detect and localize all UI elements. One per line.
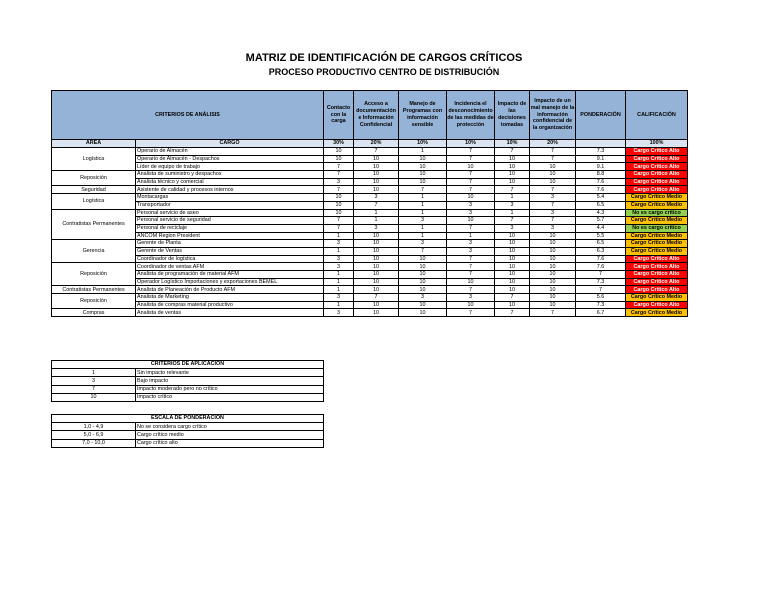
- score-cell: 10: [354, 247, 399, 255]
- score-cell: 10: [495, 171, 530, 179]
- cargo-cell: Analista de compras material productivo: [136, 301, 324, 309]
- score-cell: 7: [447, 186, 495, 194]
- table-row: [52, 309, 688, 317]
- criterios-header: CRITERIOS DE ANÁLISIS: [52, 91, 324, 140]
- score-cell: 7: [324, 186, 354, 194]
- weight-3: 10%: [399, 140, 447, 148]
- score-cell: 10: [530, 240, 576, 248]
- calificacion-badge: Cargo Crítico Medio: [626, 294, 688, 302]
- score-cell: 10: [399, 263, 447, 271]
- ponderacion-cell: 7.3: [576, 148, 626, 156]
- legend-key: 7: [52, 385, 136, 393]
- legend-key: 1,0 - 4,9: [52, 423, 136, 431]
- score-cell: 7: [495, 309, 530, 317]
- page-title: MATRIZ DE IDENTIFICACIÓN DE CARGOS CRÍTICOS: [245, 52, 523, 64]
- score-cell: 10: [495, 278, 530, 286]
- score-cell: 10: [495, 286, 530, 294]
- table-row: [52, 186, 688, 194]
- score-cell: 10: [354, 255, 399, 263]
- cargo-cell: Personal servicio de seguridad: [136, 217, 324, 225]
- escala-ponderacion-table: [51, 414, 324, 448]
- score-cell: 10: [354, 309, 399, 317]
- ponderacion-cell: 9.1: [576, 163, 626, 171]
- score-cell: 1: [324, 301, 354, 309]
- cargo-cell: Operador Logístico Importaciones y exportaciones BEMEL: [136, 278, 324, 286]
- calificacion-badge: Cargo Crítico Medio: [626, 309, 688, 317]
- score-cell: 7: [447, 286, 495, 294]
- score-cell: 7: [495, 217, 530, 225]
- table-row: [52, 271, 688, 279]
- ponderacion-cell: 7.6: [576, 263, 626, 271]
- score-cell: 3: [324, 255, 354, 263]
- calificacion-badge: Cargo Crítico Alto: [626, 178, 688, 186]
- score-cell: 7: [530, 155, 576, 163]
- score-cell: 10: [447, 194, 495, 202]
- legend-value: Sin impacto relevante: [136, 369, 324, 377]
- score-cell: 7: [530, 148, 576, 156]
- score-cell: 3: [354, 194, 399, 202]
- page-subtitle: PROCESO PRODUCTIVO CENTRO DE DISTRIBUCIÓN: [268, 67, 500, 77]
- score-cell: 10: [530, 171, 576, 179]
- score-cell: 7: [530, 186, 576, 194]
- cargo-cell: Analista de ventas: [136, 309, 324, 317]
- area-cell: Logística: [52, 148, 136, 171]
- area-cell: Compras: [52, 309, 136, 317]
- table-row: [52, 209, 688, 217]
- ponderacion-cell: 4.4: [576, 224, 626, 232]
- area-cell: Seguridad: [52, 186, 136, 194]
- score-cell: 10: [530, 271, 576, 279]
- weight-1: 30%: [324, 140, 354, 148]
- score-cell: 10: [354, 155, 399, 163]
- score-cell: 1: [324, 247, 354, 255]
- score-cell: 3: [399, 240, 447, 248]
- score-cell: 3: [447, 294, 495, 302]
- score-cell: 10: [495, 301, 530, 309]
- score-cell: 1: [324, 286, 354, 294]
- table-row: [52, 278, 688, 286]
- criticality-matrix: [51, 90, 688, 317]
- score-cell: 10: [495, 232, 530, 240]
- table-row: [52, 301, 688, 309]
- table-row: [52, 263, 688, 271]
- matrix-body: [52, 148, 688, 317]
- score-cell: 10: [354, 163, 399, 171]
- score-cell: 7: [354, 201, 399, 209]
- cargo-cell: Líder de equipo de trabajo: [136, 163, 324, 171]
- score-cell: 7: [447, 148, 495, 156]
- calificacion-badge: Cargo Crítico Alto: [626, 255, 688, 263]
- score-cell: 10: [495, 247, 530, 255]
- weight-4: 10%: [447, 140, 495, 148]
- ponderacion-cell: 9.1: [576, 155, 626, 163]
- cargo-cell: Operario de Almacén - Despachos: [136, 155, 324, 163]
- cargo-cell: Analista técnico y comercial: [136, 178, 324, 186]
- score-cell: 7: [354, 294, 399, 302]
- score-cell: 10: [495, 178, 530, 186]
- ponderacion-cell: 4.3: [576, 209, 626, 217]
- score-cell: 7: [324, 171, 354, 179]
- score-cell: 10: [495, 271, 530, 279]
- cargo-cell: Analista de programación de material AFM: [136, 271, 324, 279]
- score-cell: 7: [530, 217, 576, 225]
- score-cell: 1: [399, 224, 447, 232]
- score-cell: 10: [530, 301, 576, 309]
- legend-row: [52, 431, 324, 439]
- escala-ponderacion-title: ESCALA DE PONDERACIÓN: [52, 415, 324, 423]
- calificacion-badge: Cargo Crítico Alto: [626, 278, 688, 286]
- legend-key: 1: [52, 369, 136, 377]
- calificacion-badge: Cargo Crítico Medio: [626, 247, 688, 255]
- calificacion-badge: Cargo Crítico Medio: [626, 217, 688, 225]
- cargo-cell: Coordinador de ventas AFM: [136, 263, 324, 271]
- score-cell: 7: [530, 201, 576, 209]
- cargo-cell: Personal de reciclaje: [136, 224, 324, 232]
- score-cell: 10: [354, 178, 399, 186]
- score-cell: 10: [354, 301, 399, 309]
- table-row: [52, 294, 688, 302]
- score-cell: 7: [447, 171, 495, 179]
- table-row: [52, 171, 688, 179]
- score-cell: 7: [399, 247, 447, 255]
- ponderacion-cell: 6.5: [576, 201, 626, 209]
- score-cell: 10: [530, 278, 576, 286]
- score-cell: 1: [399, 194, 447, 202]
- table-row: [52, 201, 688, 209]
- ponderacion-cell: 7.6: [576, 186, 626, 194]
- score-cell: 3: [324, 309, 354, 317]
- score-cell: 3: [399, 217, 447, 225]
- legend-row: [52, 423, 324, 431]
- area-cell: Reposición: [52, 294, 136, 309]
- col-ponderacion: PONDERACIÓN: [576, 91, 626, 140]
- score-cell: 7: [324, 224, 354, 232]
- legend-row: [52, 369, 324, 377]
- weight-6: 20%: [530, 140, 576, 148]
- score-cell: 7: [447, 271, 495, 279]
- score-cell: 7: [399, 186, 447, 194]
- table-row: [52, 247, 688, 255]
- ponderacion-cell: 8.8: [576, 171, 626, 179]
- ponderacion-cell: 5.4: [576, 194, 626, 202]
- score-cell: 7: [447, 255, 495, 263]
- calificacion-badge: Cargo Crítico Alto: [626, 163, 688, 171]
- ponderacion-cell: 7.6: [576, 255, 626, 263]
- calificacion-badge: Cargo Crítico Medio: [626, 232, 688, 240]
- score-cell: 10: [354, 240, 399, 248]
- score-cell: 3: [530, 209, 576, 217]
- score-cell: 3: [324, 240, 354, 248]
- score-cell: 10: [354, 171, 399, 179]
- calificacion-badge: Cargo Crítico Alto: [626, 301, 688, 309]
- col-acceso: Acceso a documentación e Información Confidencial: [354, 91, 399, 140]
- score-cell: 3: [354, 224, 399, 232]
- cargo-cell: Montacargas: [136, 194, 324, 202]
- table-row: [52, 163, 688, 171]
- score-cell: 10: [354, 186, 399, 194]
- legend-value: Cargo crítico alto: [136, 439, 324, 447]
- ponderacion-cell: 7.3: [576, 301, 626, 309]
- weight-total: 100%: [626, 140, 688, 148]
- ponderacion-cell: 7.3: [576, 278, 626, 286]
- score-cell: 10: [354, 278, 399, 286]
- legend-key: 5,0 - 6,9: [52, 431, 136, 439]
- ponderacion-cell: 5.7: [576, 217, 626, 225]
- score-cell: 1: [324, 232, 354, 240]
- calificacion-badge: Cargo Crítico Alto: [626, 186, 688, 194]
- score-cell: 10: [495, 263, 530, 271]
- cargo-cell: Operario de Almacén: [136, 148, 324, 156]
- cargo-cell: Coordinador de logística: [136, 255, 324, 263]
- score-cell: 7: [324, 217, 354, 225]
- area-cell: Logística: [52, 194, 136, 209]
- score-cell: 7: [495, 186, 530, 194]
- table-row: [52, 155, 688, 163]
- score-cell: 1: [399, 209, 447, 217]
- score-cell: 1: [399, 148, 447, 156]
- col-contacto: Contacto con la carga: [324, 91, 354, 140]
- col-impacto-info: Impacto de un mal manejo de la información confidencial de la organización: [530, 91, 576, 140]
- score-cell: 10: [399, 271, 447, 279]
- ponderacion-cell: 6.5: [576, 240, 626, 248]
- area-header: AREA: [52, 140, 136, 148]
- score-cell: 10: [530, 286, 576, 294]
- score-cell: 3: [447, 247, 495, 255]
- cargo-cell: Analista de suministro y despachos: [136, 171, 324, 179]
- score-cell: 7: [530, 309, 576, 317]
- ponderacion-cell: 6.7: [576, 309, 626, 317]
- score-cell: 3: [495, 201, 530, 209]
- score-cell: 10: [354, 271, 399, 279]
- score-cell: 10: [530, 294, 576, 302]
- score-cell: 10: [399, 255, 447, 263]
- score-cell: 10: [399, 278, 447, 286]
- score-cell: 10: [354, 263, 399, 271]
- score-cell: 10: [399, 163, 447, 171]
- legend-value: Impacto crítico: [136, 393, 324, 401]
- weight-2: 20%: [354, 140, 399, 148]
- score-cell: 3: [447, 201, 495, 209]
- legend-row: [52, 385, 324, 393]
- score-cell: 1: [495, 209, 530, 217]
- score-cell: 10: [399, 155, 447, 163]
- score-cell: 3: [324, 263, 354, 271]
- score-cell: 3: [530, 224, 576, 232]
- table-row: [52, 240, 688, 248]
- score-cell: 10: [399, 171, 447, 179]
- score-cell: 10: [495, 255, 530, 263]
- calificacion-badge: Cargo Crítico Alto: [626, 271, 688, 279]
- score-cell: 10: [354, 232, 399, 240]
- calificacion-badge: Cargo Crítico Alto: [626, 263, 688, 271]
- col-calificacion: CALIFICACIÓN: [626, 91, 688, 140]
- table-row: [52, 255, 688, 263]
- area-cell: Reposición: [52, 171, 136, 186]
- score-cell: 10: [530, 263, 576, 271]
- table-row: [52, 224, 688, 232]
- score-cell: 10: [324, 201, 354, 209]
- calificacion-badge: Cargo Crítico Medio: [626, 240, 688, 248]
- score-cell: 7: [495, 148, 530, 156]
- col-manejo: Manejo de Programas con información sensible: [399, 91, 447, 140]
- cargo-cell: ANCOM Region President: [136, 232, 324, 240]
- criterios-aplicacion-table: [51, 360, 324, 402]
- score-cell: 10: [354, 286, 399, 294]
- score-cell: 10: [324, 194, 354, 202]
- score-cell: 7: [495, 294, 530, 302]
- cargo-cell: Analista de Planeación de Producto AFM: [136, 286, 324, 294]
- legend-value: Bajo impacto: [136, 377, 324, 385]
- score-cell: 10: [447, 217, 495, 225]
- legend-row: [52, 439, 324, 447]
- score-cell: 10: [530, 232, 576, 240]
- score-cell: 7: [447, 178, 495, 186]
- score-cell: 10: [399, 286, 447, 294]
- score-cell: 10: [495, 240, 530, 248]
- area-cell: Gerencia: [52, 240, 136, 263]
- ponderacion-cell: 6.3: [576, 247, 626, 255]
- score-cell: 7: [447, 263, 495, 271]
- score-cell: 10: [530, 255, 576, 263]
- cargo-cell: Personal servicio de aseo: [136, 209, 324, 217]
- score-cell: 10: [447, 278, 495, 286]
- score-cell: 10: [399, 309, 447, 317]
- legend-row: [52, 377, 324, 385]
- table-row: [52, 148, 688, 156]
- calificacion-badge: Cargo Crítico Medio: [626, 194, 688, 202]
- area-cell: Contratistas Permanentes: [52, 209, 136, 240]
- score-cell: 1: [354, 209, 399, 217]
- table-row: [52, 178, 688, 186]
- calificacion-badge: No es cargo crítico: [626, 209, 688, 217]
- area-cell: Reposición: [52, 263, 136, 286]
- score-cell: 1: [399, 201, 447, 209]
- score-cell: 7: [447, 155, 495, 163]
- ponderacion-cell: 7: [576, 286, 626, 294]
- cargo-cell: Analista de Marketing: [136, 294, 324, 302]
- area-cell: Contratistas Permanentes: [52, 286, 136, 294]
- score-cell: 10: [399, 178, 447, 186]
- score-cell: 10: [447, 163, 495, 171]
- weight-5: 10%: [495, 140, 530, 148]
- cargo-cell: Gerente de Planta: [136, 240, 324, 248]
- col-impacto-decisiones: Impacto de las decisiones tomadas: [495, 91, 530, 140]
- score-cell: 3: [399, 294, 447, 302]
- score-cell: 1: [324, 271, 354, 279]
- score-cell: 1: [399, 232, 447, 240]
- score-cell: 7: [447, 224, 495, 232]
- score-cell: 1: [324, 278, 354, 286]
- score-cell: 7: [354, 148, 399, 156]
- table-row: [52, 232, 688, 240]
- score-cell: 1: [495, 194, 530, 202]
- ponderacion-cell: 7: [576, 271, 626, 279]
- cargo-cell: Gerente de Ventas: [136, 247, 324, 255]
- calificacion-badge: Cargo Crítico Alto: [626, 148, 688, 156]
- score-cell: 3: [324, 294, 354, 302]
- cargo-cell: Asistente de calidad y procesos internos: [136, 186, 324, 194]
- legend-key: 3: [52, 377, 136, 385]
- ponderacion-cell: 5.5: [576, 232, 626, 240]
- ponderacion-cell: 5.6: [576, 294, 626, 302]
- score-cell: 10: [399, 301, 447, 309]
- legend-value: Cargo crítico medio: [136, 431, 324, 439]
- legend-value: Impacto moderado pero no crítico: [136, 385, 324, 393]
- calificacion-badge: Cargo Crítico Medio: [626, 201, 688, 209]
- score-cell: 10: [324, 148, 354, 156]
- score-cell: 10: [324, 155, 354, 163]
- legend-row: [52, 393, 324, 401]
- table-row: [52, 286, 688, 294]
- legend-key: 10: [52, 393, 136, 401]
- ponderacion-cell: 7.6: [576, 178, 626, 186]
- score-cell: 10: [530, 178, 576, 186]
- score-cell: 7: [324, 163, 354, 171]
- score-cell: 3: [447, 209, 495, 217]
- calificacion-badge: Cargo Crítico Alto: [626, 155, 688, 163]
- score-cell: 10: [495, 155, 530, 163]
- score-cell: 3: [495, 224, 530, 232]
- score-cell: 10: [495, 163, 530, 171]
- criterios-aplicacion-title: CRITERIOS DE APLICACIÓN: [52, 361, 324, 369]
- score-cell: 3: [324, 178, 354, 186]
- score-cell: 7: [447, 309, 495, 317]
- cargo-cell: Transportador: [136, 201, 324, 209]
- table-row: [52, 194, 688, 202]
- legend-key: 7,0 - 10,0: [52, 439, 136, 447]
- score-cell: 1: [447, 232, 495, 240]
- score-cell: 3: [530, 194, 576, 202]
- table-row: [52, 217, 688, 225]
- score-cell: 10: [324, 209, 354, 217]
- score-cell: 10: [447, 301, 495, 309]
- calificacion-badge: No es cargo crítico: [626, 224, 688, 232]
- score-cell: 3: [447, 240, 495, 248]
- legend-value: No se considera cargo crítico: [136, 423, 324, 431]
- calificacion-badge: Cargo Crítico Alto: [626, 286, 688, 294]
- ponderacion-blank: [576, 140, 626, 148]
- score-cell: 10: [530, 163, 576, 171]
- cargo-header: CARGO: [136, 140, 324, 148]
- calificacion-badge: Cargo Crítico Alto: [626, 171, 688, 179]
- score-cell: 10: [530, 247, 576, 255]
- score-cell: 1: [354, 217, 399, 225]
- col-incidencia: Incidencia el desconocimiento de las medidas de protección: [447, 91, 495, 140]
